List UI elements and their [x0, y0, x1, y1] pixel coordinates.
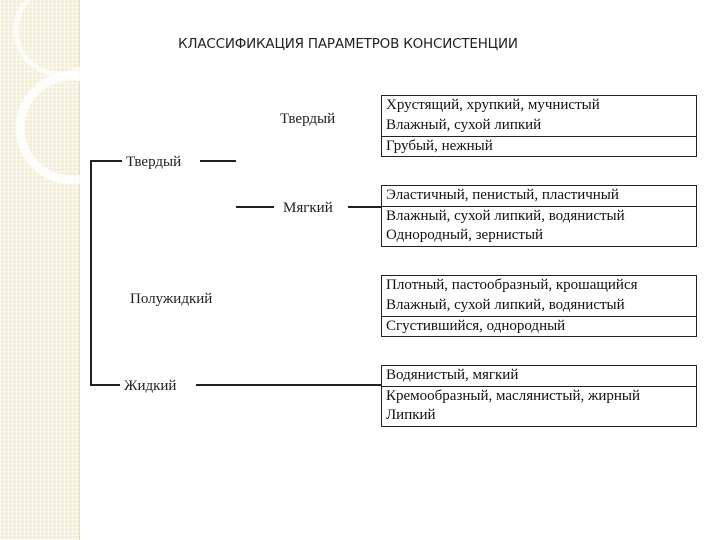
box-row: Влажный, сухой липкий: [386, 117, 542, 133]
box-liquid-properties: [381, 365, 697, 427]
label-soft: Мягкий: [283, 200, 333, 216]
box-row: Эластичный, пенистый, пластичный: [386, 187, 619, 203]
connector-soft-left: [236, 206, 274, 208]
label-solid: Твердый: [126, 154, 182, 170]
connector-solid-right: [200, 160, 236, 162]
box-hard-properties: [381, 95, 697, 157]
label-liquid: Жидкий: [124, 378, 177, 394]
box-soft-properties: [381, 185, 697, 247]
connector-solid-stub: [90, 160, 122, 162]
box-row: Кремообразный, маслянистый, жирный: [382, 386, 696, 406]
box-row: Плотный, пастообразный, крошащийся: [386, 277, 638, 293]
label-semi-liquid: Полужидкий: [130, 291, 213, 307]
box-row: Водянистый, мягкий: [386, 367, 519, 383]
connector-trunk: [90, 160, 92, 384]
page-title: КЛАССИФИКАЦИЯ ПАРАМЕТРОВ КОНСИСТЕНЦИИ: [178, 36, 518, 52]
box-row: Хрустящий, хрупкий, мучнистый: [386, 97, 600, 113]
decorative-arcs: [0, 0, 100, 200]
box-row: Липкий: [386, 407, 436, 423]
box-row: Грубый, нежный: [382, 136, 696, 156]
box-semi-liquid-properties: [381, 275, 697, 337]
box-row: Сгустившийся, однородный: [382, 316, 696, 336]
box-row: Влажный, сухой липкий, водянистый: [386, 297, 625, 313]
connector-soft-right: [348, 206, 382, 208]
connector-liquid-right: [196, 384, 382, 386]
connector-liquid-stub: [90, 384, 120, 386]
box-row: Влажный, сухой липкий, водянистый: [382, 206, 696, 226]
box-row: Однородный, зернистый: [386, 227, 544, 243]
label-hard: Твердый: [280, 111, 336, 127]
